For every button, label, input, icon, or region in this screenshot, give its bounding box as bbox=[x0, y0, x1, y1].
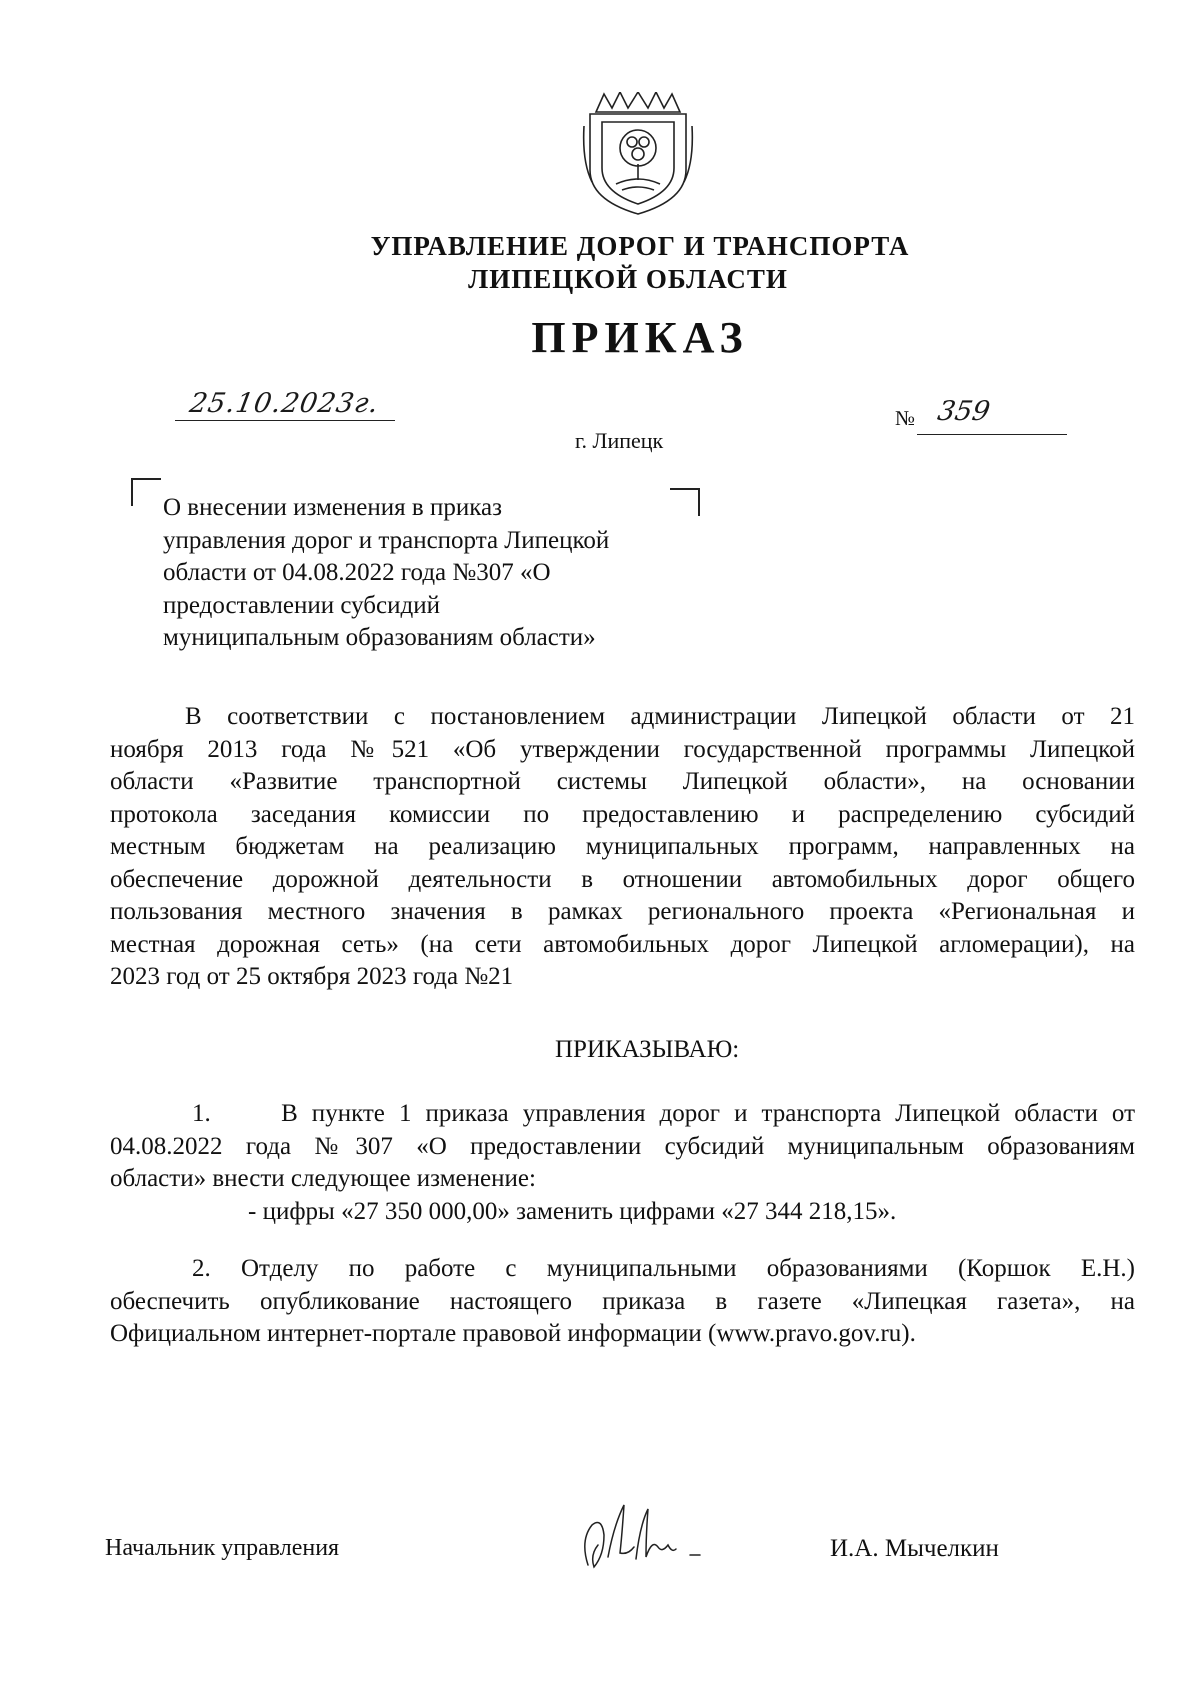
number-underline bbox=[917, 434, 1067, 435]
preamble-line: В соответствии с постановлением администрации Липецкой области от 21 bbox=[185, 703, 1135, 730]
order-item-1 bbox=[110, 1098, 1135, 1228]
subject-line: предоставлении субсидий bbox=[163, 591, 440, 619]
subject-bracket-left bbox=[131, 478, 161, 506]
subject-line: управления дорог и транспорта Липецкой bbox=[163, 526, 610, 554]
item1-line: 1. В пункте 1 приказа управления дорог и транспорта Липецкой области от bbox=[192, 1100, 1135, 1127]
handwritten-signature bbox=[578, 1495, 713, 1575]
preamble-line: области «Развитие транспортной системы Липецкой области», на основании bbox=[110, 768, 1135, 795]
item1-line: 04.08.2022 года №307 «О предоставлении субсидий муниципальным образованиям bbox=[110, 1132, 1135, 1160]
subject-line: муниципальным образованиям области» bbox=[163, 624, 596, 651]
preamble-line: местным бюджетам на реализацию муниципальных программ, направленных на bbox=[110, 833, 1135, 860]
signatory-role: Начальник управления bbox=[105, 1535, 340, 1561]
preamble-paragraph bbox=[110, 701, 1135, 994]
subject-line: области от 04.08.2022 года №307 «О bbox=[163, 559, 551, 586]
order-word: ПРИКАЗЫВАЮ: bbox=[555, 1036, 740, 1063]
coat-of-arms-emblem bbox=[582, 92, 694, 217]
document-date: 25.10.2023г. bbox=[187, 388, 382, 419]
document-city: г. Липецк bbox=[575, 428, 664, 453]
organization-name-line2: ЛИПЕЦКОЙ ОБЛАСТИ bbox=[468, 264, 788, 294]
organization-name-line1: УПРАВЛЕНИЕ ДОРОГ И ТРАНСПОРТА bbox=[370, 231, 910, 261]
item2-line: Официальном интернет-портале правовой информации (www.pravo.gov.ru). bbox=[110, 1320, 916, 1347]
item1-line: области» внести следующее изменение: bbox=[110, 1165, 536, 1192]
preamble-line: ноября 2013 года №521 «Об утверждении государственной программы Липецкой bbox=[110, 735, 1135, 763]
preamble-line: местная дорожная сеть» (на сети автомобильных дорог Липецкой агломерации), на bbox=[110, 930, 1135, 958]
item2-line: 2. Отделу по работе с муниципальными образованиями (Коршок Е.Н.) bbox=[192, 1255, 1135, 1282]
item2-line: обеспечить опубликование настоящего приказа в газете «Липецкая газета», на bbox=[110, 1287, 1135, 1315]
subject-line: О внесении изменения в приказ bbox=[163, 494, 502, 521]
subject-block bbox=[163, 492, 683, 655]
number-label: № bbox=[895, 406, 916, 430]
date-underline bbox=[175, 420, 395, 421]
preamble-line: 2023 год от 25 октября 2023 года №21 bbox=[110, 963, 514, 990]
order-item-2 bbox=[110, 1253, 1135, 1351]
preamble-line: пользования местного значения в рамках регионального проекта «Региональная и bbox=[110, 898, 1135, 925]
document-type-title: ПРИКАЗ bbox=[531, 313, 749, 362]
preamble-line: протокола заседания комиссии по предоставлению и распределению субсидий bbox=[110, 800, 1135, 828]
preamble-line: обеспечение дорожной деятельности в отношении автомобильных дорог общего bbox=[110, 865, 1135, 893]
document-number: 359 bbox=[935, 396, 993, 427]
signatory-name: И.А. Мычелкин bbox=[830, 1535, 999, 1562]
item1-line: - цифры «27 350 000,00» заменить цифрами «27 344 218,15». bbox=[248, 1197, 897, 1225]
